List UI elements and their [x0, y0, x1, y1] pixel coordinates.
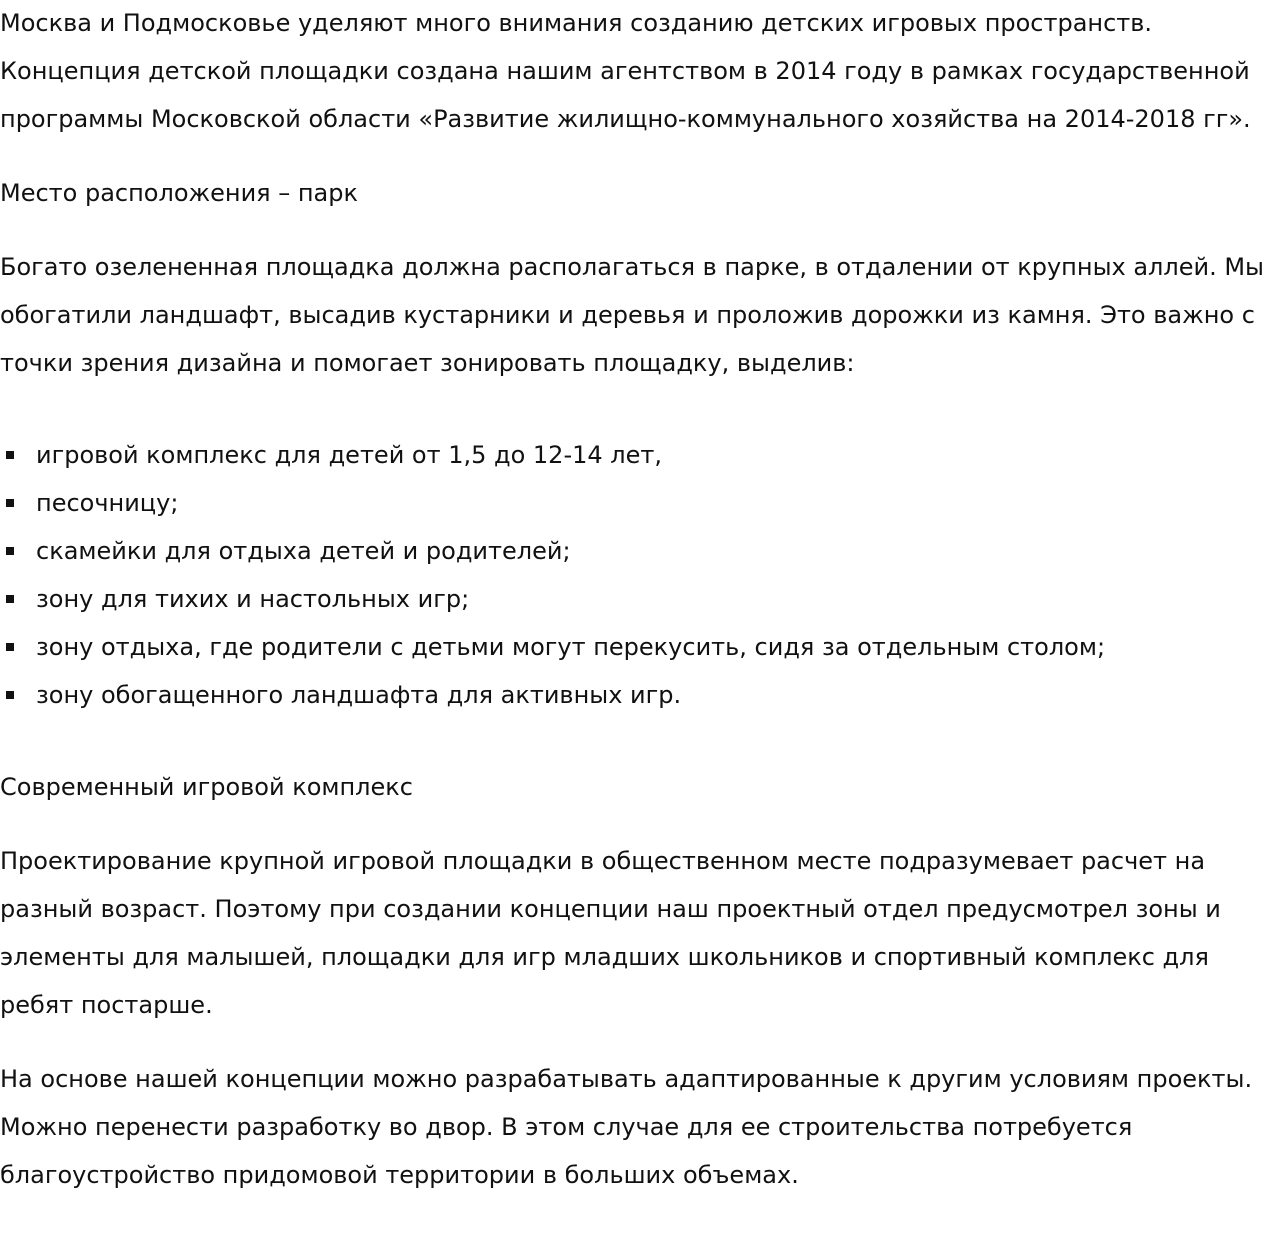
- section-heading-complex: Современный игровой комплекс: [0, 773, 413, 801]
- list-item: [0, 671, 1270, 719]
- list-item-text: скамейки для отдыха детей и родителей;: [36, 537, 571, 565]
- square-bullet-icon: [6, 499, 14, 507]
- complex-paragraph-2: На основе нашей концепции можно разрабатывать адаптированные к другим условиям проекты. Можно перенести разработку во двор. В этом случае для ее строительства потребуется благоустройство придомовой территории в больших объемах.: [0, 1065, 1253, 1189]
- list-item-text: зону обогащенного ландшафта для активных игр.: [36, 681, 682, 709]
- list-item: [0, 479, 1270, 527]
- section-heading-location: Место расположения – парк: [0, 179, 358, 207]
- complex-paragraph-1: Проектирование крупной игровой площадки в общественном месте подразумевает расчет на разный возраст. Поэтому при создании концепции наш проектный отдел предусмотрел зоны и элементы для малышей, площадки для игр младших школьников и спортивный комплекс для ребят постарше.: [0, 847, 1221, 1019]
- list-item-text: зону отдыха, где родители с детьми могут перекусить, сидя за отдельным столом;: [36, 633, 1106, 661]
- intro-paragraph: Москва и Подмосковье уделяют много внимания созданию детских игровых пространств. Концепция детской площадки создана нашим агентством в 2014 году в рамках государственной программы Московской области «Развитие жилищно-коммунального хозяйства на 2014-2018 гг».: [0, 9, 1251, 133]
- square-bullet-icon: [6, 643, 14, 651]
- square-bullet-icon: [6, 451, 14, 459]
- list-item-text: песочницу;: [36, 489, 179, 517]
- list-item: [0, 575, 1270, 623]
- list-item: [0, 527, 1270, 575]
- square-bullet-icon: [6, 547, 14, 555]
- square-bullet-icon: [6, 691, 14, 699]
- list-item-text: зону для тихих и настольных игр;: [36, 585, 470, 613]
- location-paragraph: Богато озелененная площадка должна располагаться в парке, в отдалении от крупных аллей. Мы обогатили ландшафт, высадив кустарники и деревья и проложив дорожки из камня. Это важно с точки зрения дизайна и помогает зонировать площадку, выделив:: [0, 253, 1265, 377]
- zones-list: [0, 431, 1270, 719]
- list-item: [0, 431, 1270, 479]
- square-bullet-icon: [6, 595, 14, 603]
- list-item-text: игровой комплекс для детей от 1,5 до 12-14 лет,: [36, 441, 662, 469]
- list-item: [0, 623, 1270, 671]
